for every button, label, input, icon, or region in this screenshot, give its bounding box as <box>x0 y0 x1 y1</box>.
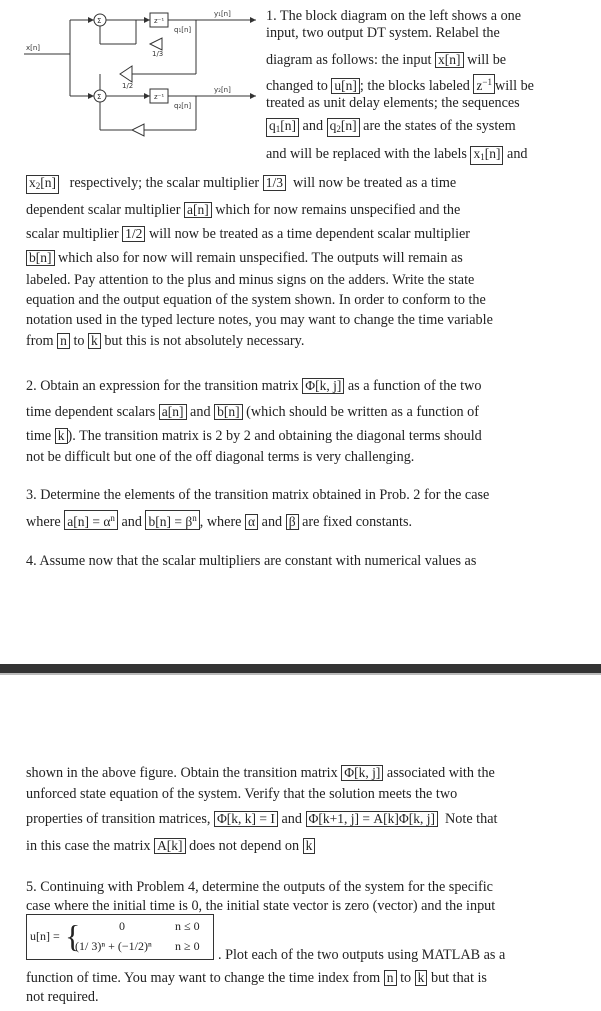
p1-line6: $q_1[n]$ and $q_2[n]$ are the states of the system <box>266 118 516 137</box>
p1-line4: changed to u[n] ; the blocks labeled $z^{-1}$ will be <box>266 74 534 95</box>
p4-line5: in this case the matrix A[k] does not depend on k <box>26 838 315 855</box>
p1-line8: $x_2[n]$ respectively; the scalar multiplier 1/3 will now be treated as a time <box>26 175 456 194</box>
p5-line5: not required. <box>26 989 99 1005</box>
box-phi-2: Φ[k, j] <box>341 765 383 781</box>
box-prop1: Φ[k, k] = I <box>214 811 278 827</box>
delay-bottom-label: z⁻¹ <box>154 93 165 101</box>
p1-line1: 1. The block diagram on the left shows a one <box>266 8 522 24</box>
state1-label: q₁[n] <box>174 26 192 34</box>
box-bn: b[n] <box>26 250 55 266</box>
box-one-half: 1/2 <box>122 226 145 242</box>
p1-line11: b[n] which also for now will remain unspecified. The outputs will remain as <box>26 250 463 267</box>
input-case1-value: 0 <box>119 919 125 933</box>
box-alpha: α <box>245 514 258 530</box>
box-x1n: $x_1[n]$ <box>470 146 503 165</box>
box-phi: Φ[k, j] <box>302 378 344 394</box>
p1-line7: and will be replaced with the labels $x_1[n]$ and <box>266 146 528 165</box>
p1-line3: diagram as follows: the input x[n] will be <box>266 52 507 68</box>
input-case1-condition: n ≤ 0 <box>175 919 200 933</box>
box-one-third: 1/3 <box>263 175 286 191</box>
box-beta: β <box>286 514 299 530</box>
box-bn-2: b[n] <box>214 404 243 420</box>
p5-line2: case where the initial time is 0, the initial state vector is zero (vector) and the input <box>26 898 496 914</box>
input-case2-value: (1/ 3)ⁿ + (−1/2)ⁿ <box>75 939 152 953</box>
p2-line1: 2. Obtain an expression for the transition matrix Φ[k, j] as a function of the two <box>26 378 482 394</box>
state2-label: q₂[n] <box>174 102 192 110</box>
box-prop2: Φ[k+1, j] = A[k]Φ[k, j] <box>306 811 438 827</box>
p5-line1: 5. Continuing with Problem 4, determine the outputs of the system for the specific <box>26 879 493 895</box>
box-an: a[n] <box>184 202 212 218</box>
p1-line14: notation used in the typed lecture notes, you may want to change the time variable <box>26 312 493 328</box>
box-Ak: A[k] <box>154 838 186 854</box>
block-diagram <box>24 4 260 144</box>
p1-line10: scalar multiplier 1/2 will now be treated as a time dependent scalar multiplier <box>26 226 471 242</box>
mult-bottom-label: 1/2 <box>122 82 134 90</box>
box-n-2: n <box>384 970 397 986</box>
p3-line2: where $a[n] = \alpha^n$ and $b[n] = \beta^n$ , where α and β are fixed constants. <box>26 510 412 531</box>
adder-bottom-symbol: Σ <box>97 93 102 101</box>
p1-line13: equation and the output equation of the system shown. In order to conform to the <box>26 292 486 308</box>
p1-line15: from n to k but this is not absolutely necessary. <box>26 333 305 349</box>
box-input-definition <box>26 914 214 960</box>
p2-line3: time k ). The transition matrix is 2 by 2 and obtaining the diagonal terms should <box>26 428 482 444</box>
box-k-3: k <box>303 838 316 854</box>
mult-top-label: 1/3 <box>152 50 164 58</box>
adder-top-symbol: Σ <box>97 17 102 25</box>
box-n: n <box>57 333 70 349</box>
p4-line4: properties of transition matrices, Φ[k, k] = I and Φ[k+1, j] = A[k]Φ[k, j] Note that <box>26 811 498 827</box>
p4-line2: shown in the above figure. Obtain the transition matrix Φ[k, j] associated with the <box>26 765 495 781</box>
box-an-eq: $a[n] = \alpha^n$ <box>64 510 118 530</box>
box-x2n: $x_2[n]$ <box>26 175 59 194</box>
p2-line2: time dependent scalars a[n] and b[n] (which should be written as a function of <box>26 404 479 420</box>
p1-line5: treated as unit delay elements; the sequences <box>266 95 520 111</box>
page-divider-shadow <box>0 673 601 675</box>
p1-line9: dependent scalar multiplier a[n] which for now remains unspecified and the <box>26 202 461 218</box>
p4-line1: 4. Assume now that the scalar multipliers are constant with numerical values as <box>26 553 477 569</box>
input-def-brace: { <box>65 918 81 954</box>
p2-line4: not be difficult but one of the off diagonal terms is very challenging. <box>26 449 415 465</box>
p1-line2: input, two output DT system. Relabel the <box>266 25 500 41</box>
box-q2n: $q_2[n]$ <box>327 118 360 137</box>
p4-line3: unforced state equation of the system. Verify that the solution meets the two <box>26 786 458 802</box>
input-label: x[n] <box>26 44 41 52</box>
delay-top-label: z⁻¹ <box>154 17 165 25</box>
p3-line1: 3. Determine the elements of the transition matrix obtained in Prob. 2 for the case <box>26 487 490 503</box>
input-case2-condition: n ≥ 0 <box>175 939 200 953</box>
box-z-inverse: $z^{-1}$ <box>473 74 495 94</box>
box-xn: x[n] <box>435 52 464 68</box>
box-un: u[n] <box>331 78 360 94</box>
box-an-2: a[n] <box>159 404 187 420</box>
box-k: k <box>88 333 101 349</box>
box-bn-eq: $b[n] = \beta^n$ <box>145 510 199 530</box>
output2-label: y₂[n] <box>214 86 231 94</box>
page-divider <box>0 664 601 673</box>
box-k-4: k <box>415 970 428 986</box>
p5-line4: function of time. You may want to change the time index from n to k but that is <box>26 970 487 986</box>
p1-line12: labeled. Pay attention to the plus and minus signs on the adders. Write the state <box>26 272 475 288</box>
box-q1n: $q_1[n]$ <box>266 118 299 137</box>
input-def-lhs: u[n] = <box>30 929 60 943</box>
p5-line3: . Plot each of the two outputs using MATLAB as a <box>218 947 506 963</box>
box-k-2: k <box>55 428 68 444</box>
output1-label: y₁[n] <box>214 10 231 18</box>
